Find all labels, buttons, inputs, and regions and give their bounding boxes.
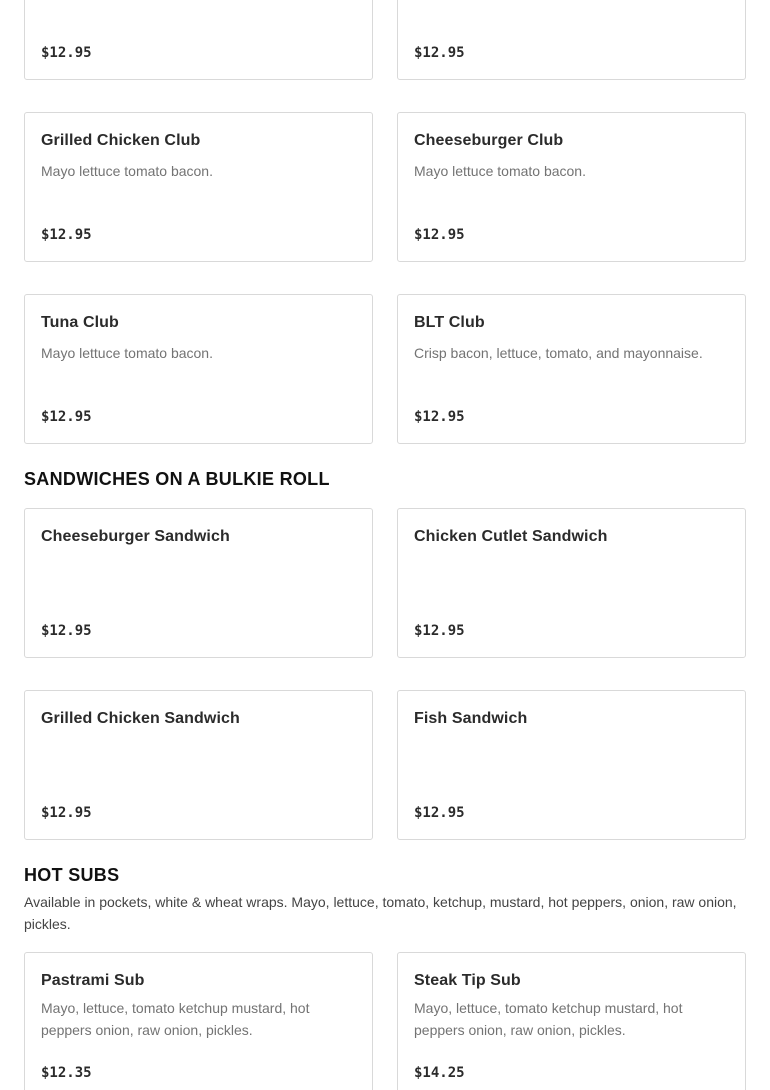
menu-item-card[interactable] (24, 294, 373, 444)
menu-item-price: $12.95 (41, 45, 92, 61)
menu-item-price: $14.25 (414, 1065, 465, 1081)
menu-item-card[interactable] (397, 294, 746, 444)
menu-item-card[interactable] (397, 112, 746, 262)
menu-item-name: Pastrami Sub (41, 972, 145, 989)
menu-item-card[interactable] (397, 508, 746, 658)
menu-item-price: $12.35 (41, 1065, 92, 1081)
menu-item-card[interactable] (24, 508, 373, 658)
menu-item-card[interactable] (397, 0, 746, 80)
menu-item-description: Mayo lettuce tomato bacon. (41, 345, 213, 361)
menu-item-name: Steak Tip Sub (414, 972, 521, 989)
menu-item-card[interactable] (24, 690, 373, 840)
menu-item-name: Cheeseburger Sandwich (41, 528, 230, 545)
menu-item-name: BLT Club (414, 314, 485, 331)
menu-item-name: Grilled Chicken Club (41, 132, 201, 149)
menu-item-description: Mayo lettuce tomato bacon. (414, 163, 586, 179)
menu-item-price: $12.95 (414, 409, 465, 425)
menu-item-card[interactable] (397, 690, 746, 840)
menu-item-price: $12.95 (414, 805, 465, 821)
menu-item-description: Mayo, lettuce, tomato ketchup mustard, hot peppers onion, raw onion, pickles. (41, 1000, 310, 1038)
menu-item-card[interactable] (24, 952, 373, 1090)
menu-item-name: Tuna Club (41, 314, 119, 331)
menu-item-name: Fish Sandwich (414, 710, 528, 727)
menu-item-price: $12.95 (41, 409, 92, 425)
menu-item-name: Cheeseburger Club (414, 132, 564, 149)
menu-item-description: Mayo, lettuce, tomato ketchup mustard, hot peppers onion, raw onion, pickles. (414, 1000, 683, 1038)
menu-item-description: Mayo lettuce tomato bacon. (41, 163, 213, 179)
menu-item-card[interactable] (397, 952, 746, 1090)
menu-item-name: Grilled Chicken Sandwich (41, 710, 240, 727)
menu-item-price: $12.95 (414, 45, 465, 61)
menu-item-price: $12.95 (41, 805, 92, 821)
menu-item-price: $12.95 (41, 227, 92, 243)
menu-item-card[interactable] (24, 0, 373, 80)
menu-item-price: $12.95 (414, 227, 465, 243)
section-title: HOT SUBS (24, 865, 120, 885)
menu-item-price: $12.95 (414, 623, 465, 639)
menu-item-price: $12.95 (41, 623, 92, 639)
menu-item-description: Crisp bacon, lettuce, tomato, and mayonnaise. (414, 345, 703, 361)
section-description: Available in pockets, white & wheat wraps. Mayo, lettuce, tomato, ketchup, mustard, hot peppers, onion, raw onion, pickles. (24, 894, 737, 932)
section-title: SANDWICHES ON A BULKIE ROLL (24, 469, 330, 489)
menu-item-card[interactable] (24, 112, 373, 262)
menu-item-name: Chicken Cutlet Sandwich (414, 528, 608, 545)
